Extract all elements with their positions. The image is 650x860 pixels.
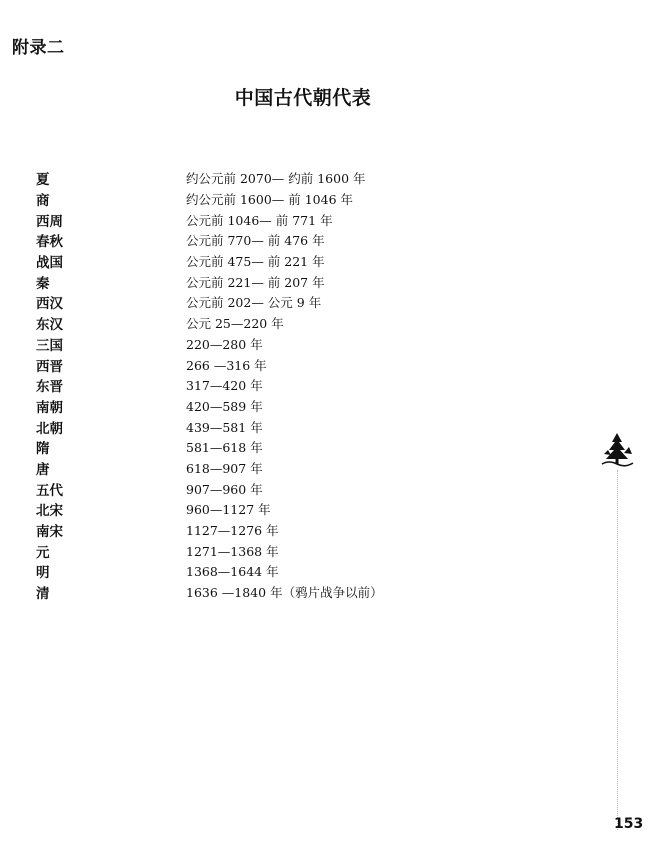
table-row [36, 209, 516, 230]
dynasty-name: 东晋 [36, 379, 63, 396]
table-row [36, 458, 516, 479]
table-row [36, 582, 516, 603]
table-row [36, 520, 516, 541]
dynasty-period: 420—589 年 [186, 398, 263, 414]
appendix-label: 附录二 [12, 38, 65, 58]
dynasty-name: 元 [36, 544, 50, 561]
dynasty-period: 公元前 1046— 前 771 年 [186, 212, 333, 228]
dynasty-name: 西周 [36, 213, 63, 230]
table-row [36, 251, 516, 272]
dynasty-period: 266 —316 年 [186, 357, 267, 373]
dynasty-name: 南朝 [36, 399, 63, 416]
dynasty-period: 公元前 475— 前 221 年 [186, 254, 325, 270]
dynasty-period: 公元前 202— 公元 9 年 [186, 295, 322, 311]
dynasty-period: 1636 —1840 年（鸦片战争以前） [186, 585, 383, 601]
dynasty-period: 581—618 年 [186, 440, 263, 456]
table-row [36, 478, 516, 499]
dynasty-name: 清 [36, 586, 50, 603]
dynasty-name: 南宋 [36, 524, 63, 541]
dynasty-period: 公元 25—220 年 [186, 316, 284, 332]
dynasty-name: 西晋 [36, 358, 63, 375]
dynasty-period: 约公元前 2070— 约前 1600 年 [186, 171, 366, 187]
margin-divider [617, 470, 618, 830]
dynasty-period: 1271—1368 年 [186, 543, 279, 559]
page-number: 153 [614, 816, 644, 832]
dynasty-period: 439—581 年 [186, 419, 263, 435]
dynasty-period: 618—907 年 [186, 460, 263, 476]
dynasty-name: 唐 [36, 461, 50, 478]
dynasty-period: 约公元前 1600— 前 1046 年 [186, 192, 354, 208]
table-row [36, 416, 516, 437]
table-row [36, 396, 516, 417]
table-row [36, 271, 516, 292]
table-row [36, 540, 516, 561]
table-row [36, 375, 516, 396]
dynasty-name: 秦 [36, 275, 50, 292]
dynasty-period: 960—1127 年 [186, 502, 271, 518]
dynasty-name: 东汉 [36, 317, 63, 334]
dynasty-name: 明 [36, 565, 50, 582]
table-row [36, 499, 516, 520]
dynasty-name: 商 [36, 193, 50, 210]
table-row [36, 334, 516, 355]
dynasty-period: 公元前 770— 前 476 年 [186, 233, 325, 249]
dynasty-period: 907—960 年 [186, 481, 263, 497]
table-row [36, 189, 516, 210]
dynasty-table [36, 168, 516, 602]
dynasty-name: 五代 [36, 482, 63, 499]
table-row [36, 313, 516, 334]
dynasty-name: 三国 [36, 337, 63, 354]
pine-tree-ornament-icon [597, 430, 637, 470]
dynasty-name: 战国 [36, 255, 63, 272]
table-row [36, 230, 516, 251]
page-title: 中国古代朝代表 [234, 87, 372, 109]
dynasty-name: 北朝 [36, 420, 63, 437]
table-row [36, 561, 516, 582]
dynasty-period: 1368—1644 年 [186, 564, 279, 580]
table-row [36, 292, 516, 313]
dynasty-name: 西汉 [36, 296, 63, 313]
table-row [36, 437, 516, 458]
dynasty-name: 夏 [36, 172, 50, 189]
dynasty-period: 220—280 年 [186, 336, 263, 352]
dynasty-name: 春秋 [36, 234, 63, 251]
dynasty-period: 公元前 221— 前 207 年 [186, 274, 325, 290]
table-row [36, 354, 516, 375]
dynasty-name: 北宋 [36, 503, 63, 520]
dynasty-period: 317—420 年 [186, 378, 263, 394]
dynasty-period: 1127—1276 年 [186, 523, 279, 539]
dynasty-name: 隋 [36, 441, 50, 458]
table-row [36, 168, 516, 189]
